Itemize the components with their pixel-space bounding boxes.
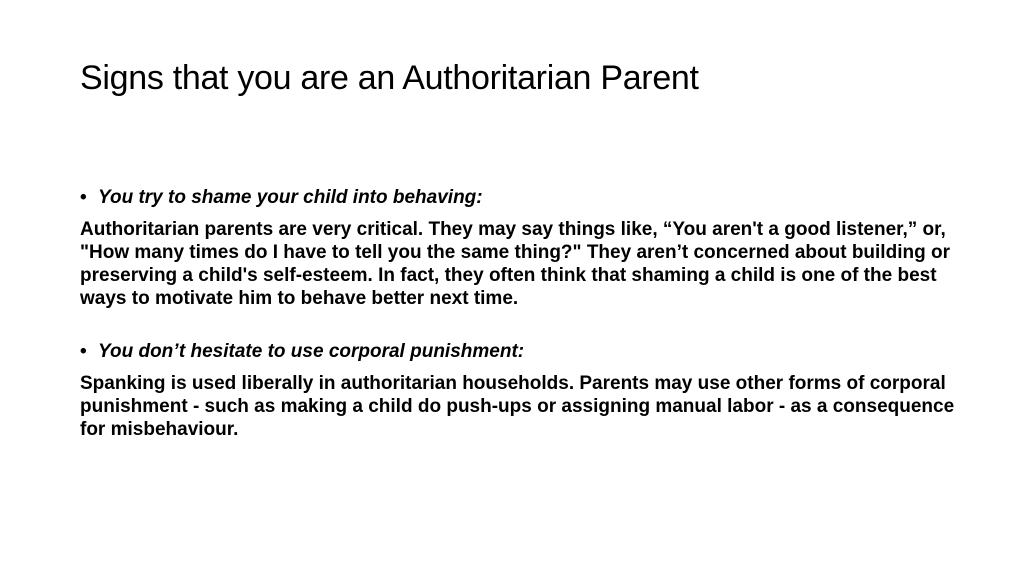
bullet-icon: • bbox=[80, 340, 87, 362]
bullet-heading-text: You try to shame your child into behaving: bbox=[98, 187, 483, 208]
paragraph: Authoritarian parents are very critical. They may say things like, “You aren't a good listener,” or, "How many times do I have to tell you the same thing?" They aren’t concerned about building or preserving a child's self-esteem. In fact, they often think that shaming a child is one of the best ways to motivate him to behave better next time. bbox=[80, 218, 950, 309]
slide-content bbox=[80, 186, 960, 441]
bullet-heading bbox=[80, 340, 960, 364]
bullet-heading bbox=[80, 186, 960, 210]
paragraph: Spanking is used liberally in authoritarian households. Parents may use other forms of corporal punishment - such as making a child do push-ups or assigning manual labor - as a consequence for misbehaviour. bbox=[80, 372, 955, 440]
bullet-icon: • bbox=[80, 187, 87, 208]
section-corporal-punishment bbox=[80, 340, 960, 441]
section-shame bbox=[80, 186, 960, 310]
bullet-heading-text: You don’t hesitate to use corporal punishment: bbox=[98, 340, 525, 362]
slide-title: Signs that you are an Authoritarian Parent bbox=[80, 59, 699, 97]
